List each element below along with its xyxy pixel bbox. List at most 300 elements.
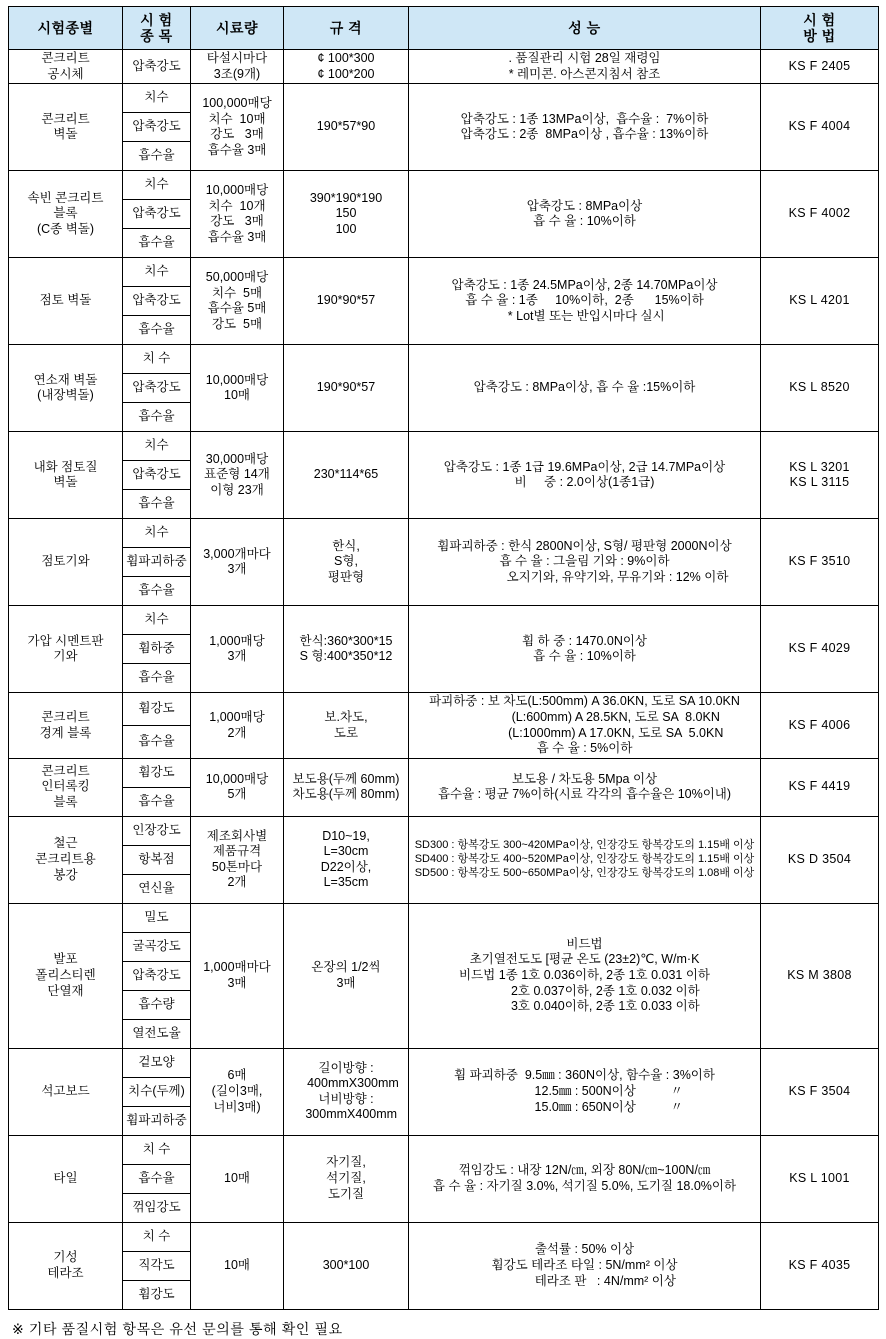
sample-quantity-cell-line: 강도 3매 bbox=[210, 214, 264, 229]
test-type-cell-line: 내화 점토질 bbox=[33, 459, 98, 474]
specification-cell bbox=[284, 432, 409, 519]
sample-quantity-cell bbox=[191, 693, 284, 759]
test-item-cell: 휨파괴하중 bbox=[123, 548, 191, 577]
performance-cell bbox=[409, 50, 761, 84]
column-header-test-item bbox=[123, 7, 191, 50]
test-method-cell bbox=[761, 84, 879, 171]
test-type-cell bbox=[9, 258, 123, 345]
specification-cell-line: 190*57*90 bbox=[316, 119, 376, 134]
specification-cell-line: 자기질, bbox=[326, 1155, 366, 1170]
sample-quantity-cell-line: 10,000매당 bbox=[205, 183, 269, 197]
performance-line: 흡 수 율 : 10%이하 bbox=[533, 214, 636, 229]
test-type-cell-line: 연소재 벽돌 bbox=[33, 372, 98, 387]
specification-cell-line: 190*90*57 bbox=[316, 380, 376, 395]
test-method-cell-line: KS F 3510 bbox=[788, 554, 851, 569]
test-item-cell: 치수 bbox=[123, 84, 191, 113]
test-type-cell-line: 타일 bbox=[53, 1170, 78, 1185]
performance-line: 파괴하중 : 보 차도(L:500mm) A 36.0KN, 도로 SA 10.0KN bbox=[429, 694, 740, 709]
test-item-cell: 휨강도 bbox=[123, 758, 191, 787]
test-method-cell-line: KS L 3115 bbox=[789, 475, 850, 490]
test-method-cell bbox=[761, 432, 879, 519]
performance-line: 압축강도 : 8MPa이상 bbox=[526, 198, 643, 213]
test-item-cell: 연신율 bbox=[123, 874, 191, 903]
test-method-cell-line: KS L 4201 bbox=[789, 293, 850, 308]
specification-cell bbox=[284, 903, 409, 1048]
specification-cell bbox=[284, 345, 409, 432]
sample-quantity-cell-line: 10매 bbox=[224, 1257, 250, 1272]
test-method-cell-line: KS D 3504 bbox=[787, 851, 852, 866]
sample-quantity-cell bbox=[191, 258, 284, 345]
sample-quantity-cell-line: 강도 5매 bbox=[211, 316, 263, 331]
sample-quantity-cell-line: 표준형 14개 bbox=[204, 467, 270, 482]
test-item-cell: 압축강도 bbox=[123, 50, 191, 84]
performance-cell bbox=[409, 1048, 761, 1135]
performance-line: 비드법 1종 1호 0.036이하, 2종 1호 0.031 이하 bbox=[459, 967, 710, 982]
test-type-cell-line: 콘크리트 bbox=[41, 51, 90, 65]
test-type-cell bbox=[9, 345, 123, 432]
table-header bbox=[9, 7, 879, 50]
test-item-cell: 치수 bbox=[123, 171, 191, 200]
test-type-cell-line: 콘크리트 bbox=[41, 763, 90, 778]
test-type-cell bbox=[9, 1048, 123, 1135]
test-item-cell: 밀도 bbox=[123, 903, 191, 932]
specification-cell-line: ¢ 100*300 bbox=[317, 51, 375, 65]
header-line: 방 법 bbox=[803, 28, 836, 44]
performance-line: 압축강도 : 8MPa이상, 흡 수 율 :15%이하 bbox=[473, 380, 696, 395]
test-item-cell: 항복점 bbox=[123, 845, 191, 874]
performance-line: 비 중 : 2.0이상(1종1급) bbox=[514, 475, 655, 490]
specification-cell-line: 390*190*190 bbox=[309, 190, 383, 205]
sample-quantity-cell-line: 치수 5매 bbox=[211, 285, 263, 300]
test-type-cell-line: 단열재 bbox=[47, 983, 84, 998]
test-item-cell: 치수(두께) bbox=[123, 1077, 191, 1106]
performance-line: 테라조 판 : 4N/mm² 이상 bbox=[493, 1273, 676, 1288]
performance-line: 압축강도 : 1종 13MPa이상, 흡수율 : 7%이하 bbox=[460, 111, 709, 126]
sample-quantity-cell bbox=[191, 345, 284, 432]
test-method-cell bbox=[761, 1048, 879, 1135]
test-type-cell-line: 기성 bbox=[53, 1250, 78, 1265]
specification-cell bbox=[284, 258, 409, 345]
test-item-cell: 압축강도 bbox=[123, 961, 191, 990]
test-item-cell: 치 수 bbox=[123, 1135, 191, 1164]
table-row bbox=[9, 758, 879, 787]
performance-line: 꺾임강도 : 내장 12N/㎝, 외장 80N/㎝~100N/㎝ bbox=[458, 1163, 711, 1178]
specification-cell-line: S형, bbox=[334, 554, 358, 569]
test-type-cell-line: 점토기와 bbox=[41, 554, 90, 569]
test-item-cell: 압축강도 bbox=[123, 461, 191, 490]
table-row bbox=[9, 1048, 879, 1077]
test-item-cell: 압축강도 bbox=[123, 113, 191, 142]
performance-cell bbox=[409, 606, 761, 693]
sample-quantity-cell bbox=[191, 1222, 284, 1309]
specification-cell-line: 3매 bbox=[336, 975, 356, 990]
sample-quantity-cell-line: 50,000매당 bbox=[205, 270, 269, 284]
test-type-cell-line: 봉강 bbox=[53, 867, 78, 882]
test-item-cell: 휨강도 bbox=[123, 693, 191, 726]
specification-cell-line: 온장의 1/2씩 bbox=[311, 960, 381, 975]
column-header-sample-quantity bbox=[191, 7, 284, 50]
performance-line: SD300 : 항복강도 300~420MPa이상, 인장강도 항복강도의 1.15배 이상 bbox=[414, 839, 755, 852]
performance-line: 12.5㎜ : 500N이상 〃 bbox=[485, 1083, 684, 1098]
specification-cell-line: L=30cm bbox=[323, 844, 369, 859]
specification-cell-line: S 형:400*350*12 bbox=[299, 649, 393, 664]
specification-cell bbox=[284, 693, 409, 759]
performance-line: 압축강도 : 1종 1급 19.6MPa이상, 2급 14.7MPa이상 bbox=[443, 459, 726, 474]
test-type-cell-line: 철근 bbox=[53, 836, 78, 851]
test-type-cell bbox=[9, 171, 123, 258]
test-method-cell bbox=[761, 50, 879, 84]
test-type-cell bbox=[9, 432, 123, 519]
table-row bbox=[9, 903, 879, 932]
sample-quantity-cell-line: 10매 bbox=[224, 1170, 250, 1185]
sample-quantity-cell-line: 타설시마다 bbox=[206, 51, 268, 65]
test-item-cell: 흡수율 bbox=[123, 229, 191, 258]
test-type-cell-line: 점토 벽돌 bbox=[39, 293, 92, 308]
performance-line: 휨 하 중 : 1470.0N이상 bbox=[522, 633, 647, 648]
performance-line: 흡 수 율 : 자기질 3.0%, 석기질 5.0%, 도기질 18.0%이하 bbox=[432, 1178, 737, 1193]
sample-quantity-cell bbox=[191, 432, 284, 519]
test-type-cell-line: 공시체 bbox=[47, 66, 84, 81]
sample-quantity-cell bbox=[191, 606, 284, 693]
test-method-cell-line: KS L 1001 bbox=[789, 1170, 850, 1185]
performance-cell bbox=[409, 758, 761, 816]
test-method-cell-line: KS L 3201 bbox=[789, 459, 850, 474]
table-body bbox=[9, 50, 879, 1310]
specification-cell-line: 300mmX400mm bbox=[294, 1107, 398, 1122]
specification-cell-line: 300*100 bbox=[322, 1257, 370, 1272]
table-row bbox=[9, 84, 879, 113]
test-type-cell bbox=[9, 84, 123, 171]
test-type-cell-line: 콘크리트용 bbox=[35, 851, 96, 866]
test-type-cell-line: 블록 bbox=[53, 795, 78, 810]
test-type-cell bbox=[9, 693, 123, 759]
test-type-cell-line: 폴리스티렌 bbox=[35, 967, 96, 982]
table-row bbox=[9, 345, 879, 374]
specification-cell-line: 190*90*57 bbox=[316, 293, 376, 308]
test-type-cell bbox=[9, 1135, 123, 1222]
sample-quantity-cell-line: 6매 bbox=[227, 1068, 247, 1083]
sample-quantity-cell-line: 치수 10매 bbox=[208, 111, 266, 126]
test-item-cell: 치 수 bbox=[123, 345, 191, 374]
table-row bbox=[9, 1222, 879, 1251]
performance-line: 비드법 bbox=[566, 936, 603, 951]
sample-quantity-cell bbox=[191, 903, 284, 1048]
test-item-cell: 흡수율 bbox=[123, 403, 191, 432]
test-method-cell-line: KS M 3808 bbox=[787, 967, 852, 982]
test-item-cell: 굴곡강도 bbox=[123, 932, 191, 961]
table-row bbox=[9, 693, 879, 726]
performance-line: 흡수율 : 평균 7%이하(시료 각각의 흡수율은 10%이내) bbox=[437, 787, 732, 802]
performance-line: 보도용 / 차도용 5Mpa 이상 bbox=[511, 771, 658, 786]
header-line: 시 험 bbox=[803, 11, 836, 28]
sample-quantity-cell-line: 30,000매당 bbox=[205, 451, 269, 466]
test-type-cell bbox=[9, 606, 123, 693]
test-item-cell: 휨파괴하중 bbox=[123, 1106, 191, 1135]
performance-line: 압축강도 : 2종 8MPa이상 , 흡수율 : 13%이하 bbox=[460, 127, 709, 142]
header-line: 시 험 bbox=[140, 11, 173, 28]
sample-quantity-cell-line: 2개 bbox=[227, 875, 247, 890]
performance-line: (L:1000mm) A 17.0KN, 도로 SA 5.0KN bbox=[445, 725, 724, 740]
specification-cell-line: 보.차도, bbox=[324, 709, 368, 724]
performance-line: 초기열전도도 [평균 온도 (23±2)℃, W/m·K bbox=[469, 952, 700, 967]
specification-cell-line: 차도용(두께 80mm) bbox=[292, 787, 400, 802]
sample-quantity-cell bbox=[191, 1048, 284, 1135]
performance-line: 흡 수 율 : 5%이하 bbox=[536, 741, 633, 756]
specification-cell-line: D10~19, bbox=[322, 828, 370, 843]
test-item-cell: 휨하중 bbox=[123, 635, 191, 664]
test-item-cell: 압축강도 bbox=[123, 200, 191, 229]
specification-cell-line: 400mmX300mm bbox=[293, 1076, 399, 1091]
test-method-cell bbox=[761, 693, 879, 759]
test-method-cell-line: KS F 4035 bbox=[788, 1257, 851, 1272]
sample-quantity-cell-line: 제조회사별 bbox=[206, 828, 268, 843]
performance-line: * Lot별 또는 반입시마다 실시 bbox=[504, 309, 665, 324]
test-method-cell bbox=[761, 1135, 879, 1222]
specification-cell-line: 너비방향 : bbox=[318, 1091, 374, 1106]
specification-cell-line: L=35cm bbox=[323, 875, 369, 890]
test-item-cell: 흡수율 bbox=[123, 577, 191, 606]
test-item-cell: 인장강도 bbox=[123, 816, 191, 845]
sample-quantity-cell bbox=[191, 171, 284, 258]
performance-line: 흡 수 율 : 그을림 기와 : 9%이하 bbox=[499, 554, 670, 569]
performance-cell bbox=[409, 345, 761, 432]
specification-cell-line: 한식:360*300*15 bbox=[299, 633, 393, 648]
specification-cell bbox=[284, 816, 409, 903]
test-type-cell-line: 기와 bbox=[53, 649, 78, 664]
test-type-cell bbox=[9, 519, 123, 606]
test-item-cell: 압축강도 bbox=[123, 374, 191, 403]
sample-quantity-cell-line: 1,000매당 bbox=[209, 709, 265, 724]
table-row bbox=[9, 50, 879, 84]
column-header-test-type bbox=[9, 7, 123, 50]
specification-cell bbox=[284, 758, 409, 816]
sample-quantity-cell-line: 100,000매당 bbox=[202, 96, 272, 110]
test-type-cell-line: (C종 벽돌) bbox=[36, 222, 95, 237]
performance-line: SD500 : 항복강도 500~650MPa이상, 인장강도 항복강도의 1.08배 이상 bbox=[414, 866, 755, 879]
test-type-cell bbox=[9, 903, 123, 1048]
specification-cell-line: 평판형 bbox=[327, 570, 365, 585]
sample-quantity-cell-line: 치수 10개 bbox=[208, 198, 266, 213]
table-row bbox=[9, 258, 879, 287]
sample-quantity-cell-line: 5개 bbox=[227, 787, 247, 802]
performance-cell bbox=[409, 84, 761, 171]
test-method-cell bbox=[761, 258, 879, 345]
test-method-cell bbox=[761, 519, 879, 606]
performance-line: 압축강도 : 1종 24.5MPa이상, 2종 14.70MPa이상 bbox=[451, 277, 718, 292]
test-item-cell: 치수 bbox=[123, 606, 191, 635]
sample-quantity-cell bbox=[191, 816, 284, 903]
sample-quantity-cell-line: 강도 3매 bbox=[210, 127, 264, 142]
specification-cell bbox=[284, 84, 409, 171]
specification-cell bbox=[284, 50, 409, 84]
sample-quantity-cell-line: 흡수율 3매 bbox=[207, 142, 267, 157]
test-type-cell-line: 발포 bbox=[53, 952, 78, 967]
sample-quantity-cell bbox=[191, 84, 284, 171]
specification-cell-line: ¢ 100*200 bbox=[317, 66, 375, 81]
performance-line: 3호 0.040이하, 2종 1호 0.033 이하 bbox=[469, 999, 700, 1014]
header-row bbox=[9, 7, 879, 50]
performance-line: 휨강도 테라조 타일 : 5N/mm² 이상 bbox=[491, 1257, 678, 1272]
sample-quantity-cell-line: 이형 23개 bbox=[210, 483, 264, 498]
test-item-cell: 치수 bbox=[123, 432, 191, 461]
test-item-cell: 흡수율 bbox=[123, 142, 191, 171]
test-method-cell-line: KS F 3504 bbox=[788, 1083, 851, 1098]
header-line: 성 능 bbox=[568, 19, 601, 36]
header-line: 시료량 bbox=[215, 19, 259, 36]
test-item-cell: 흡수율 bbox=[123, 1164, 191, 1193]
table-row bbox=[9, 606, 879, 635]
performance-line: 휨 파괴하중 9.5㎜ : 360N이상, 함수율 : 3%이하 bbox=[454, 1068, 715, 1083]
test-type-cell bbox=[9, 1222, 123, 1309]
quality-test-standards-table bbox=[8, 6, 879, 1310]
performance-cell bbox=[409, 519, 761, 606]
test-item-cell: 흡수율 bbox=[123, 787, 191, 816]
column-header-performance bbox=[409, 7, 761, 50]
sample-quantity-cell bbox=[191, 758, 284, 816]
performance-cell bbox=[409, 1222, 761, 1309]
specification-cell-line: 100 bbox=[335, 222, 357, 237]
test-item-cell: 열전도율 bbox=[123, 1019, 191, 1048]
sample-quantity-cell-line: 2개 bbox=[227, 725, 247, 740]
table-row bbox=[9, 519, 879, 548]
test-type-cell bbox=[9, 758, 123, 816]
sample-quantity-cell-line: 1,000매당 bbox=[209, 633, 265, 648]
test-method-cell bbox=[761, 345, 879, 432]
test-type-cell-line: 경계 블록 bbox=[39, 725, 92, 740]
test-item-cell: 흡수량 bbox=[123, 990, 191, 1019]
test-method-cell-line: KS F 4006 bbox=[788, 717, 851, 732]
specification-cell-line: 150 bbox=[335, 206, 357, 221]
sample-quantity-cell-line: 3개 bbox=[227, 562, 247, 577]
test-item-cell: 직각도 bbox=[123, 1251, 191, 1280]
test-method-cell bbox=[761, 606, 879, 693]
sample-quantity-cell-line: 1,000매마다 bbox=[203, 960, 271, 975]
test-item-cell: 흡수율 bbox=[123, 726, 191, 759]
sample-quantity-cell-line: 3,000개마다 bbox=[203, 546, 271, 561]
test-type-cell-line: 벽돌 bbox=[53, 127, 78, 142]
table-row bbox=[9, 1135, 879, 1164]
specification-cell-line: 보도용(두께 60mm) bbox=[292, 771, 400, 786]
specification-cell-line: 230*114*65 bbox=[313, 467, 379, 482]
test-item-cell: 휨강도 bbox=[123, 1280, 191, 1309]
specification-cell-line: 한식, bbox=[332, 538, 360, 553]
test-type-cell-line: 석고보드 bbox=[41, 1083, 90, 1098]
performance-line: * 레미콘. 아스콘지침서 참조 bbox=[508, 66, 661, 81]
sample-quantity-cell-line: 10,000매당 bbox=[205, 771, 269, 786]
test-method-cell-line: KS L 8520 bbox=[789, 380, 850, 395]
test-method-cell bbox=[761, 903, 879, 1048]
sample-quantity-cell-line: 10,000매당 bbox=[205, 372, 269, 387]
test-item-cell: 압축강도 bbox=[123, 287, 191, 316]
specification-cell bbox=[284, 1135, 409, 1222]
performance-line: 출석률 : 50% 이상 bbox=[534, 1242, 635, 1257]
performance-line: 15.0㎜ : 650N이상 〃 bbox=[485, 1099, 684, 1114]
specification-cell-line: 도로 bbox=[333, 725, 359, 740]
performance-cell bbox=[409, 171, 761, 258]
performance-line: 오지기와, 유약기와, 무유기와 : 12% 이하 bbox=[440, 570, 729, 585]
test-item-cell: 치 수 bbox=[123, 1222, 191, 1251]
sample-quantity-cell-line: 너비3매) bbox=[213, 1099, 261, 1114]
performance-line: SD400 : 항복강도 400~520MPa이상, 인장강도 항복강도의 1.15배 이상 bbox=[414, 852, 755, 865]
specification-cell bbox=[284, 519, 409, 606]
performance-cell bbox=[409, 903, 761, 1048]
performance-line: 흡 수 율 : 1종 10%이하, 2종 15%이하 bbox=[465, 293, 704, 308]
test-method-cell-line: KS F 2405 bbox=[788, 58, 851, 73]
sample-quantity-cell-line: 3조(9개) bbox=[213, 66, 261, 81]
sample-quantity-cell bbox=[191, 50, 284, 84]
specification-cell-line: D22이상, bbox=[320, 859, 372, 874]
test-method-cell-line: KS F 4004 bbox=[788, 119, 851, 134]
test-method-cell-line: KS F 4029 bbox=[788, 641, 851, 656]
specification-cell-line: 길이방향 : bbox=[318, 1060, 374, 1075]
table-row bbox=[9, 816, 879, 845]
sample-quantity-cell-line: 3매 bbox=[227, 975, 247, 990]
performance-cell bbox=[409, 432, 761, 519]
table-row bbox=[9, 432, 879, 461]
specification-cell bbox=[284, 1222, 409, 1309]
test-type-cell-line: 인터록킹 bbox=[41, 779, 90, 794]
column-header-specification bbox=[284, 7, 409, 50]
test-item-cell: 치수 bbox=[123, 258, 191, 287]
footnote: ※ 기타 품질시험 항목은 유선 문의를 통해 확인 필요 bbox=[12, 1320, 343, 1337]
performance-cell bbox=[409, 816, 761, 903]
performance-line: (L:600mm) A 28.5KN, 도로 SA 8.0KN bbox=[449, 709, 720, 724]
header-line: 종 목 bbox=[140, 28, 173, 44]
test-type-cell-line: 가압 시멘트판 bbox=[27, 633, 104, 648]
test-type-cell-line: 속빈 콘크리트 bbox=[27, 190, 104, 205]
test-method-cell bbox=[761, 171, 879, 258]
test-type-cell bbox=[9, 50, 123, 84]
performance-line: . 품질관리 시험 28일 재령임 bbox=[508, 51, 661, 65]
specification-cell bbox=[284, 171, 409, 258]
test-method-cell bbox=[761, 758, 879, 816]
sample-quantity-cell-line: 10매 bbox=[224, 388, 250, 403]
performance-cell bbox=[409, 1135, 761, 1222]
performance-cell bbox=[409, 693, 761, 759]
test-item-cell: 겉모양 bbox=[123, 1048, 191, 1077]
test-type-cell-line: 콘크리트 bbox=[41, 709, 90, 724]
specification-cell bbox=[284, 606, 409, 693]
test-item-cell: 흡수율 bbox=[123, 664, 191, 693]
sample-quantity-cell-line: 50톤마다 bbox=[211, 859, 263, 874]
test-item-cell: 흡수율 bbox=[123, 316, 191, 345]
test-type-cell-line: 블록 bbox=[53, 206, 78, 221]
performance-line: 흡 수 율 : 10%이하 bbox=[533, 649, 636, 664]
specification-cell-line: 석기질, bbox=[326, 1170, 366, 1185]
test-item-cell: 흡수율 bbox=[123, 490, 191, 519]
table-row bbox=[9, 171, 879, 200]
test-type-cell bbox=[9, 816, 123, 903]
column-header-test-method bbox=[761, 7, 879, 50]
test-type-cell-line: (내장벽돌) bbox=[37, 388, 94, 403]
performance-line: 2호 0.037이하, 2종 1호 0.032 이하 bbox=[469, 983, 700, 998]
sample-quantity-cell-line: 3개 bbox=[227, 649, 247, 664]
sample-quantity-cell-line: 흡수율 3매 bbox=[207, 229, 267, 244]
sample-quantity-cell-line: 제품규격 bbox=[212, 844, 262, 859]
sample-quantity-cell-line: 흡수율 5매 bbox=[207, 301, 267, 316]
sample-quantity-cell-line: (길이3매, bbox=[211, 1083, 263, 1098]
test-type-cell-line: 벽돌 bbox=[53, 475, 78, 490]
test-method-cell bbox=[761, 816, 879, 903]
performance-cell bbox=[409, 258, 761, 345]
header-line: 규 격 bbox=[329, 19, 363, 36]
sample-quantity-cell bbox=[191, 1135, 284, 1222]
test-method-cell bbox=[761, 1222, 879, 1309]
test-type-cell-line: 콘크리트 bbox=[41, 111, 90, 126]
performance-line: 휨파괴하중 : 한식 2800N이상, S형/ 평판형 2000N이상 bbox=[437, 538, 732, 553]
sample-quantity-cell bbox=[191, 519, 284, 606]
test-method-cell-line: KS F 4419 bbox=[788, 779, 851, 794]
